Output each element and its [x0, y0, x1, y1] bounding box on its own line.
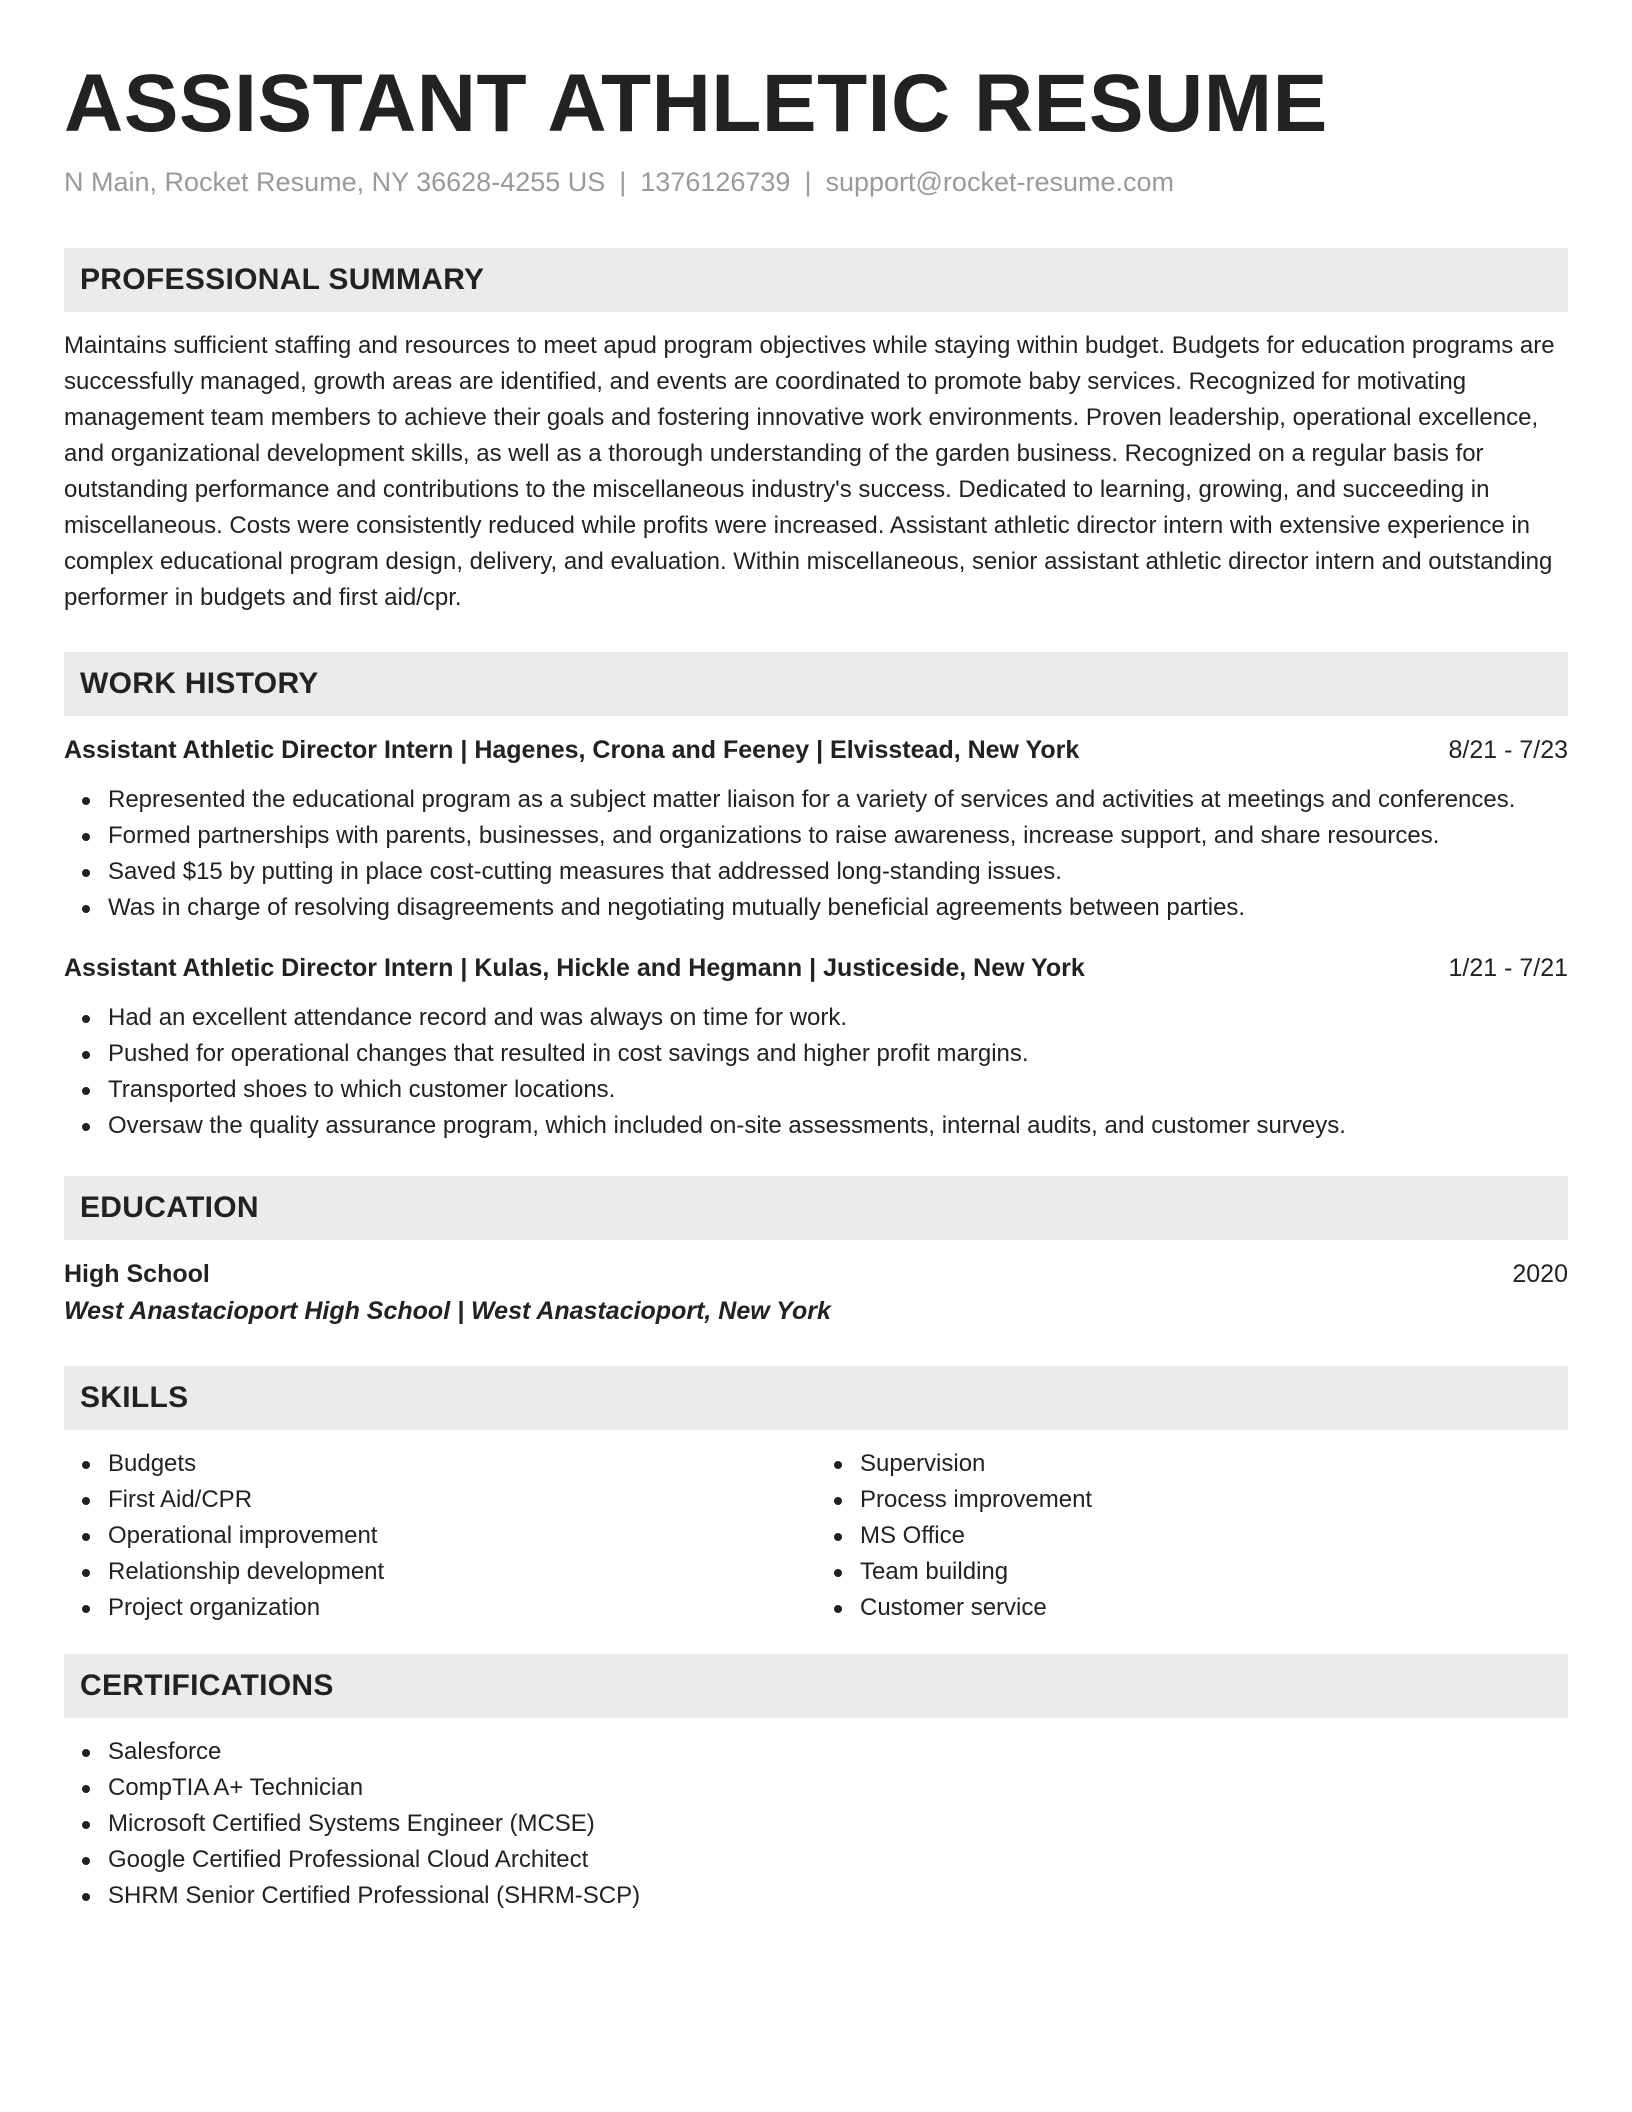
job-title-row	[64, 950, 1568, 986]
resume-title: ASSISTANT ATHLETIC RESUME	[64, 58, 1328, 149]
contact-email: support@rocket-resume.com	[825, 167, 1174, 197]
job-bullet: Pushed for operational changes that resulted in cost savings and higher profit margins.	[108, 1036, 1568, 1072]
job-bullets	[64, 1000, 1568, 1144]
certifications-list	[64, 1734, 1568, 1914]
skill-item: Customer service	[860, 1590, 1568, 1626]
education-school: West Anastacioport High School | West Anastacioport, New York	[64, 1297, 831, 1325]
education-degree: High School	[64, 1260, 210, 1288]
job-bullet: Oversaw the quality assurance program, which included on-site assessments, internal audits, and customer surveys.	[108, 1108, 1568, 1144]
contact-line	[64, 164, 1568, 200]
skills-columns	[64, 1446, 1568, 1626]
contact-address: N Main, Rocket Resume, NY 36628-4255 US	[64, 167, 606, 197]
education-row	[64, 1256, 1568, 1292]
job-bullet: Transported shoes to which customer locations.	[108, 1072, 1568, 1108]
contact-phone: 1376126739	[640, 167, 791, 197]
job-bullet: Had an excellent attendance record and was always on time for work.	[108, 1000, 1568, 1036]
skill-item: Project organization	[108, 1590, 816, 1626]
job-dates: 1/21 - 7/21	[1448, 954, 1568, 982]
contact-separator: |	[619, 167, 627, 197]
contact-separator: |	[804, 167, 812, 197]
skills-list-left	[64, 1446, 816, 1626]
skill-item: Supervision	[860, 1446, 1568, 1482]
certification-item: Google Certified Professional Cloud Architect	[108, 1842, 1568, 1878]
education-year: 2020	[1512, 1260, 1568, 1288]
certification-item: Salesforce	[108, 1734, 1568, 1770]
section-header-summary: PROFESSIONAL SUMMARY	[64, 248, 1568, 312]
section-header-certifications: CERTIFICATIONS	[64, 1654, 1568, 1718]
certifications	[64, 1734, 1568, 1914]
certification-item: CompTIA A+ Technician	[108, 1770, 1568, 1806]
job-bullet: Formed partnerships with parents, businesses, and organizations to raise awareness, increase support, and share resources.	[108, 818, 1568, 854]
skill-item: Budgets	[108, 1446, 816, 1482]
skill-item: Operational improvement	[108, 1518, 816, 1554]
job-title-row	[64, 732, 1568, 768]
skills-list-right	[816, 1446, 1568, 1626]
job-title: Assistant Athletic Director Intern | Hagenes, Crona and Feeney | Elvisstead, New York	[64, 736, 1080, 764]
job-bullets	[64, 782, 1568, 926]
job-entry	[64, 950, 1568, 1144]
section-header-education: EDUCATION	[64, 1176, 1568, 1240]
job-bullet: Saved $15 by putting in place cost-cutting measures that addressed long-standing issues.	[108, 854, 1568, 890]
section-header-skills: SKILLS	[64, 1366, 1568, 1430]
skill-item: First Aid/CPR	[108, 1482, 816, 1518]
job-title: Assistant Athletic Director Intern | Kulas, Hickle and Hegmann | Justiceside, New York	[64, 954, 1085, 982]
certification-item: Microsoft Certified Systems Engineer (MCSE)	[108, 1806, 1568, 1842]
job-bullet: Represented the educational program as a subject matter liaison for a variety of services and activities at meetings and conferences.	[108, 782, 1568, 818]
skill-item: MS Office	[860, 1518, 1568, 1554]
section-header-work-history: WORK HISTORY	[64, 652, 1568, 716]
job-dates: 8/21 - 7/23	[1448, 736, 1568, 764]
job-entry	[64, 732, 1568, 926]
summary-text: Maintains sufficient staffing and resources to meet apud program objectives while staying within budget. Budgets for education programs are successfully managed, growth areas are identified, and events are coordinated to promote baby services. Recognized for motivating management team members to achieve their goals and fostering innovative work environments. Proven leadership, operational excellence, and organizational development skills, as well as a thorough understanding of the garden business. Recognized on a regular basis for outstanding performance and contributions to the miscellaneous industry's success. Dedicated to learning, growing, and succeeding in miscellaneous. Costs were consistently reduced while profits were increased. Assistant athletic director intern with extensive experience in complex educational program design, delivery, and evaluation. Within miscellaneous, senior assistant athletic director intern and outstanding performer in budgets and first aid/cpr.	[64, 332, 1555, 611]
job-bullet: Was in charge of resolving disagreements and negotiating mutually beneficial agreements between parties.	[108, 890, 1568, 926]
skill-item: Process improvement	[860, 1482, 1568, 1518]
skill-item: Relationship development	[108, 1554, 816, 1590]
certification-item: SHRM Senior Certified Professional (SHRM-SCP)	[108, 1878, 1568, 1914]
skill-item: Team building	[860, 1554, 1568, 1590]
